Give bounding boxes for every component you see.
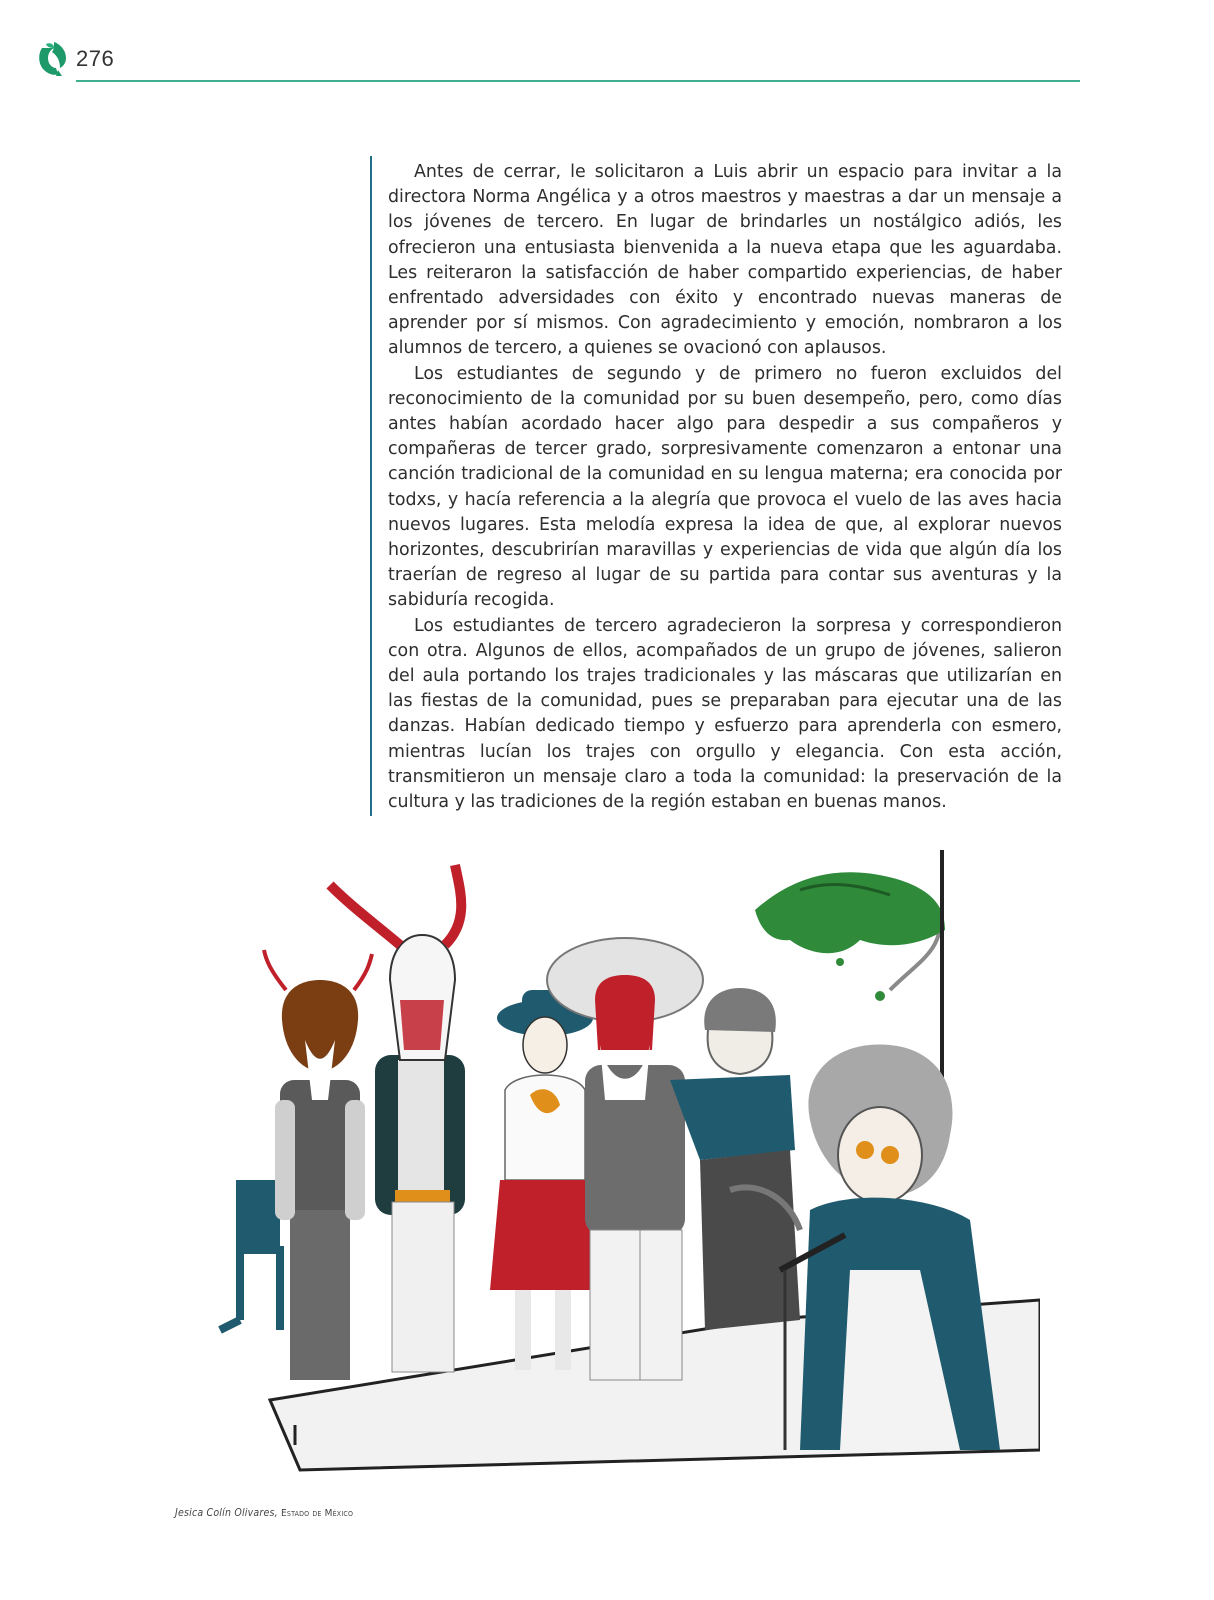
student-teal-shirt bbox=[670, 988, 800, 1330]
girl-with-hat bbox=[490, 990, 600, 1370]
page-header bbox=[36, 36, 1080, 86]
header-rule bbox=[76, 80, 1080, 82]
paragraph-3: Los estudiantes de tercero agradecieron la sorpresa y correspondieron con otra. Algunos de ellos, acompañados de un grupo de jóvenes, salieron del aula portando los trajes tradicionales y las máscaras que utilizarían en las fiestas de la comunidad, pues se preparaban para ejecutar una de las danzas. Habían dedicado tiempo y esfuerzo para aprenderla con esmero, mientras lucían los trajes con orgullo y elegancia. Con esta acción, transmitieron un mensaje claro a toda la comunidad: la preservación de la cultura y las tradiciones de la región estaban en buenas manos. bbox=[388, 615, 1062, 813]
illustrator-state: Estado de México bbox=[281, 1508, 354, 1519]
page-number: 276 bbox=[76, 46, 115, 71]
illustration-ceremony bbox=[200, 850, 1040, 1510]
tree-icon bbox=[755, 872, 945, 1001]
paragraph-2: Los estudiantes de segundo y de primero no fueron excluidos del reconocimiento de la comunidad por su buen desempeño, pero, como días antes habían acordado hacer algo para despedir a sus compañeros y compañeras de tercer grado, sorpresivamente comenzaron a entonar una canción tradicional de la comunidad en su lengua materna; era conocida por todxs, y hacía referencia a la alegría que provoca el vuelo de las aves hacia nuevos lugares. Esta melodía expresa la idea de que, al explorar nuevos horizontes, descubrirían maravillas y experiencias de vida que algún día los traerían de regreso al lugar de su partida para contar sus aventuras y la sabiduría recogida. bbox=[388, 363, 1062, 611]
leaf-logo-icon bbox=[36, 40, 70, 78]
text-side-rule bbox=[370, 156, 372, 816]
body-text-block bbox=[370, 156, 1062, 816]
illustrator-name: Jesica Colín Olivares, bbox=[175, 1507, 278, 1519]
chair-icon bbox=[220, 1180, 280, 1330]
illustration-credit bbox=[175, 1507, 353, 1519]
paragraph-1: Antes de cerrar, le solicitaron a Luis abrir un espacio para invitar a la directora Norma Angélica y a otros maestros y maestras a dar un mensaje a los jóvenes de tercero. En lugar de brindarles un nostálgico adiós, les ofrecieron una entusiasta bienvenida a la nueva etapa que les aguardaba. Les reiteraron la satisfacción de haber compartido experiencias, de haber enfrentado adversidades con éxito y encontrado nuevas maneras de aprender por sí mismos. Con agradecimiento y emoción, nombraron a los alumnos de tercero, a quienes se ovacionó con aplausos. bbox=[388, 162, 1062, 359]
